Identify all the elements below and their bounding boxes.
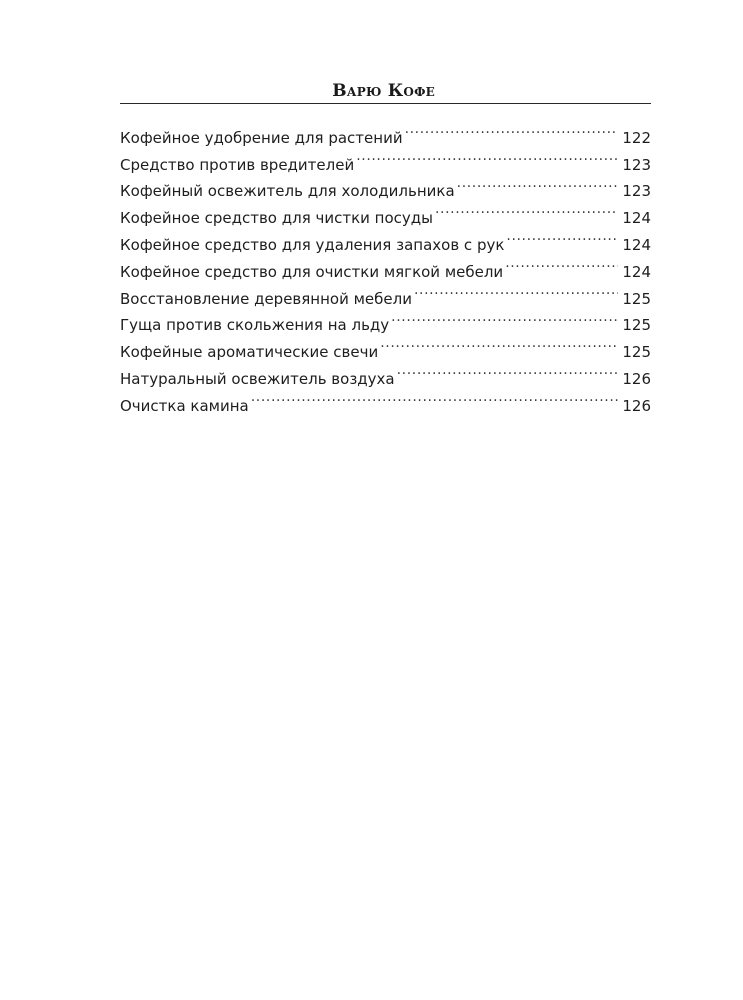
toc-entry-title: Кофейное средство для чистки посуды (120, 209, 433, 228)
toc-entry[interactable] (120, 116, 651, 147)
toc-entry-page: 125 (622, 316, 651, 335)
toc-dot-leader (405, 116, 619, 143)
toc-entry-page: 124 (622, 209, 651, 228)
toc-entry-title: Средство против вредителей (120, 155, 355, 174)
toc-dot-leader (414, 277, 618, 304)
toc-entry-page: 124 (622, 262, 651, 281)
toc-dot-leader (506, 223, 618, 250)
toc-entry-title: Кофейное средство для очистки мягкой мебели (120, 262, 504, 281)
table-of-contents (120, 116, 651, 415)
toc-entry-title: Натуральный освежитель воздуха (120, 369, 395, 388)
toc-dot-leader (457, 170, 619, 197)
toc-entry-page: 126 (622, 369, 651, 388)
toc-entry-page: 124 (622, 235, 651, 254)
toc-dot-leader (380, 330, 618, 357)
toc-dot-leader (356, 143, 618, 170)
toc-entry-page: 125 (622, 343, 651, 362)
header-rule (120, 103, 651, 104)
toc-dot-leader (391, 304, 618, 331)
toc-entry-title: Очистка камина (120, 396, 249, 415)
running-head-title: Варю Кофе (332, 81, 435, 101)
toc-dot-leader (505, 250, 618, 277)
toc-entry-title: Кофейное средство для удаления запахов с рук (120, 235, 505, 254)
toc-entry-title: Гуща против скольжения на льду (120, 316, 390, 335)
toc-entry-title: Кофейный освежитель для холодильника (120, 182, 455, 201)
toc-dot-leader (397, 357, 619, 384)
toc-dot-leader (435, 196, 618, 223)
toc-entry-title: Кофейное удобрение для растений (120, 128, 403, 147)
toc-entry-page: 123 (622, 155, 651, 174)
toc-entry-page: 125 (622, 289, 651, 308)
toc-dot-leader (251, 384, 619, 411)
toc-entry-page: 122 (622, 128, 651, 147)
book-page (120, 80, 651, 415)
toc-entry-page: 123 (622, 182, 651, 201)
toc-entry-title: Кофейные ароматические свечи (120, 343, 379, 362)
toc-entry-page: 126 (622, 396, 651, 415)
toc-entry-title: Восстановление деревянной мебели (120, 289, 412, 308)
